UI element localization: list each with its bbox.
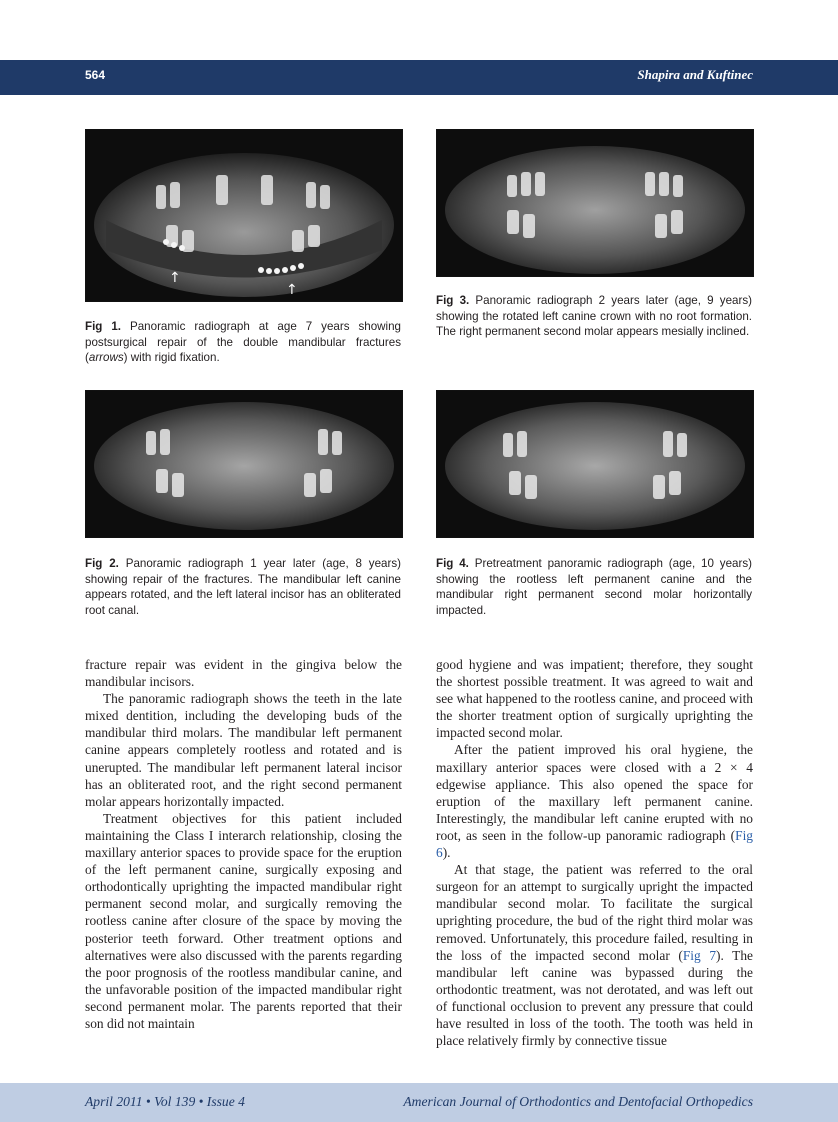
- arrow-icon: ↑: [286, 282, 298, 298]
- figure-2-label: Fig 2.: [85, 557, 119, 570]
- journal-title: American Journal of Orthodontics and Dentofacial Orthopedics: [403, 1094, 753, 1109]
- paragraph: At that stage, the patient was referred to the oral surgeon for an attempt to surgically upright the impacted mandibular second molar. To facilitate the surgical uprighting procedure, the bud of the right third molar was removed. Unfortunately, this procedure failed, resulting in the loss of the impacted second molar (Fig 7). The mandibular left canine was bypassed during the orthodontic treatment, was not derotated, and was left out of functional occlusion to prevent any pressure that could have resulted in loss of the tooth. The tooth was held in place relatively firmly by connective tissue: [436, 862, 753, 1049]
- paragraph: The panoramic radiograph shows the teeth in the late mixed dentition, including the developing buds of the mandibular third molars. The mandibular left permanent canine appears completely rootless and rotated and is unerupted. The mandibular left permanent lateral incisor has an obliterated root, and the right second permanent molar appears horizontally impacted.: [85, 691, 402, 809]
- figure-4-caption: Fig 4. Pretreatment panoramic radiograph (age, 10 years) showing the rootless left permanent canine and the mandibular right permanent second molar horizontally impacted.: [436, 557, 752, 617]
- figure-1-caption: Fig 1. Panoramic radiograph at age 7 years showing postsurgical repair of the double mandibular fractures (arrows) with rigid fixation.: [85, 320, 401, 365]
- body-column-right: [436, 656, 753, 1049]
- page-number: 564: [85, 68, 106, 82]
- figure-2-radiograph: [85, 390, 403, 538]
- figure-3-caption: Fig 3. Panoramic radiograph 2 years later (age, 9 years) showing the rotated left canine crown with no root formation. The right permanent second molar appears mesially inclined.: [436, 294, 752, 339]
- paragraph: good hygiene and was impatient; therefore, they sought the shortest possible treatment. It was agreed to wait and see what happened to the rootless canine, and proceed with the shorter treatment option of surgically uprighting the impacted second molar.: [436, 657, 753, 741]
- running-footer: [0, 1083, 838, 1122]
- figure-6-link[interactable]: Fig 6: [436, 827, 753, 861]
- figure-7-link[interactable]: Fig 7: [682, 947, 717, 963]
- figure-1-radiograph: [85, 129, 403, 302]
- running-header: [0, 60, 838, 95]
- running-authors: Shapira and Kuftinec: [637, 67, 753, 82]
- figure-1-label: Fig 1.: [85, 320, 122, 333]
- figure-4-radiograph: [436, 390, 754, 538]
- issue-info: April 2011 • Vol 139 • Issue 4: [85, 1094, 245, 1109]
- arrow-icon: ↑: [169, 270, 181, 286]
- figure-3-radiograph: [436, 129, 754, 277]
- figure-4-label: Fig 4.: [436, 557, 469, 570]
- paragraph: Treatment objectives for this patient included maintaining the Class I interarch relationship, closing the maxillary anterior spaces to provide space for the eruption of the left permanent canine, surgically exposing and orthodontically uprighting the impacted mandibular right permanent second molar, and surgically removing the rootless canine after closure of the space by moving the posterior teeth forward. Other treatment options and alternatives were also discussed with the parents regarding the poor prognosis of the rootless mandibular canine, and the unfavorable position of the impacted mandibular right second permanent molar. The parents reported that their son did not maintain: [85, 810, 402, 1031]
- figure-2-caption: Fig 2. Panoramic radiograph 1 year later (age, 8 years) showing repair of the fractures. The mandibular left canine appears rotated, and the left lateral incisor has an obliterated root canal.: [85, 557, 401, 617]
- paragraph: After the patient improved his oral hygiene, the maxillary anterior spaces were closed with a 2 × 4 edgewise appliance. This also opened the space for eruption of the maxillary left permanent canine. Interestingly, the mandibular left canine erupted with no root, as seen in the follow-up panoramic radiograph (Fig 6).: [436, 742, 753, 861]
- body-column-left: [85, 656, 402, 1032]
- paragraph: fracture repair was evident in the gingiva below the mandibular incisors.: [85, 657, 402, 690]
- figure-3-label: Fig 3.: [436, 294, 470, 307]
